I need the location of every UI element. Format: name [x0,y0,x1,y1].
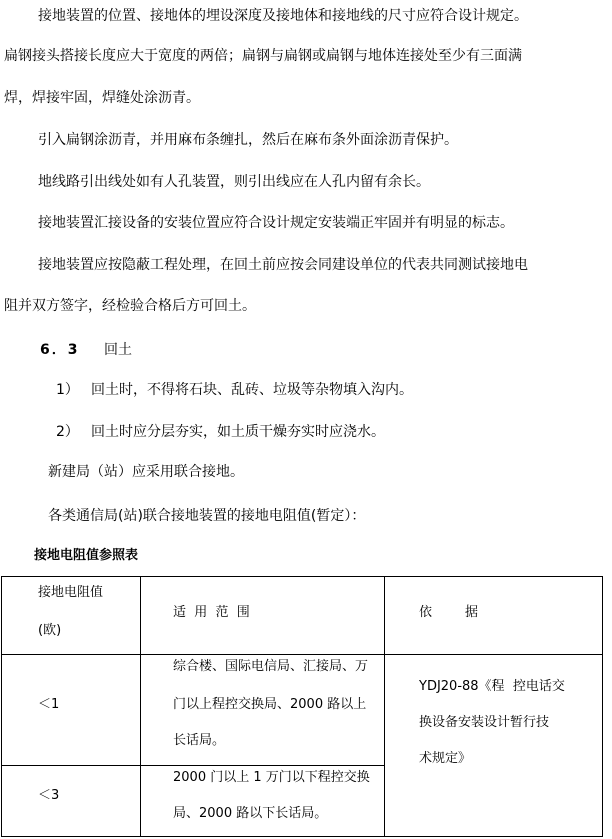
row-2-scope-line-1: 2000 门以上 1 万门以下程控交换 [173,770,370,785]
basis-line-3: 术规定》 [419,751,472,766]
paragraph-1: 接地装置的位置、接地体的埋设深度及接地体和接地线的尺寸应符合设计规定。 [38,8,528,24]
paragraph-6a: 接地装置应按隐蔽工程处理，在回土前应按会同建设单位的代表共同测试接地电 [38,257,528,273]
row-1-value: ＜1 [38,697,60,712]
table-caption: 接地电阻值参照表 [34,548,139,563]
paragraph-4: 地线路引出线处如有人孔装置，则引出线应在人孔内留有余长。 [38,174,430,190]
table-header-row [2,577,603,655]
item-2-number: 2） [56,424,79,440]
paragraph-2a: 扁钢接头搭接长度应大于宽度的两倍；扁钢与扁钢或扁钢与地体连接处至少有三面满 [4,48,522,64]
basis-line-1: YDJ20-88《程 控电话交 [419,679,565,694]
row-2-value: ＜3 [38,788,60,803]
item-1-number: 1） [56,382,79,398]
table-row [2,655,603,766]
resistance-table [1,576,603,837]
row-1-scope-line-3: 长话局。 [173,733,226,748]
header-scope: 适 用 范 围 [173,605,250,620]
note-2: 各类通信局(站)联合接地装置的接地电阻值(暂定）： [48,508,366,524]
paragraph-2b: 焊，焊接牢固，焊缝处涂沥青。 [4,90,200,106]
row-1-scope-line-2: 门以上程控交换局、2000 路以上 [173,697,367,712]
paragraph-3: 引入扁钢涂沥青，并用麻布条缠扎，然后在麻布条外面涂沥青保护。 [38,132,458,148]
item-2-text: 回土时应分层夯实，如土质干燥夯实时应浇水。 [91,424,385,440]
row-2-scope-line-2: 局、2000 路以下长话局。 [173,806,328,821]
section-title: 回土 [104,342,132,358]
paragraph-6b: 阻并双方签字，经检验合格后方可回土。 [4,298,256,314]
header-resistance-unit: (欧) [38,623,62,638]
header-basis: 依 据 [419,605,479,620]
basis-line-2: 换设备安装设计暂行技 [419,715,550,730]
note-1: 新建局（站）应采用联合接地。 [48,464,244,480]
row-1-scope-line-1: 综合楼、国际电信局、汇接局、万 [173,659,369,674]
paragraph-5: 接地装置汇接设备的安装位置应符合设计规定安装端正牢固并有明显的标志。 [38,215,514,231]
section-number: 6．3 [40,342,80,358]
item-1-text: 回土时，不得将石块、乱砖、垃圾等杂物填入沟内。 [91,382,413,398]
header-resistance: 接地电阻值 [38,585,104,600]
